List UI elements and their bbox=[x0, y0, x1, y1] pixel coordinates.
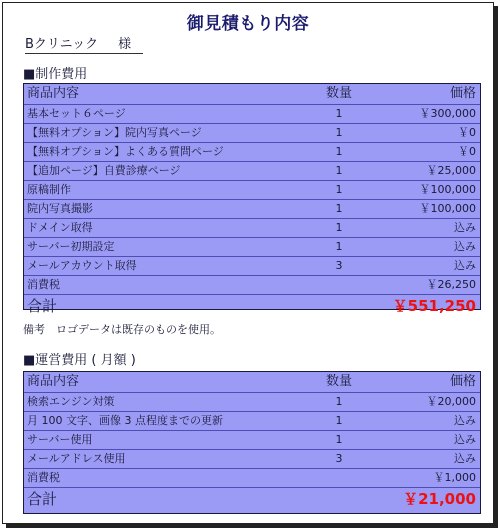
section-title-production: ■制作費用 bbox=[23, 67, 88, 82]
table-row bbox=[24, 412, 480, 431]
row-item: ドメイン取得 bbox=[27, 221, 93, 234]
row-qty: 1 bbox=[335, 183, 343, 196]
table-total-row bbox=[24, 488, 480, 511]
row-price: 込み bbox=[454, 452, 476, 465]
row-item: 【無料オプション】よくある質問ページ bbox=[27, 145, 224, 158]
table-header bbox=[24, 84, 480, 105]
row-qty: 1 bbox=[335, 414, 343, 427]
production-cost-table bbox=[23, 83, 481, 315]
client-honorific: 様 bbox=[118, 37, 132, 52]
header-item: 商品内容 bbox=[27, 374, 80, 389]
row-price: 込み bbox=[454, 221, 476, 234]
remarks-note: 備考 ロゴデータは既存のものを使用。 bbox=[23, 323, 221, 336]
row-item: 基本セット６ページ bbox=[27, 107, 126, 120]
table-row bbox=[24, 162, 480, 181]
row-qty: 1 bbox=[335, 395, 343, 408]
total-value: ￥551,250 bbox=[392, 297, 476, 315]
table-row bbox=[24, 200, 480, 219]
client-line bbox=[25, 33, 143, 54]
row-item: サーバー使用 bbox=[27, 433, 93, 446]
total-label: 合計 bbox=[27, 297, 58, 315]
table-header bbox=[24, 372, 480, 393]
header-price: 価格 bbox=[449, 86, 476, 101]
row-price: 込み bbox=[454, 240, 476, 253]
table-total-row bbox=[24, 295, 480, 318]
total-value: ￥21,000 bbox=[403, 490, 476, 508]
table-row bbox=[24, 431, 480, 450]
header-item: 商品内容 bbox=[27, 86, 80, 101]
row-item: 月 100 文字、画像 3 点程度までの更新 bbox=[27, 414, 223, 427]
row-item: メールアドレス使用 bbox=[27, 452, 126, 465]
row-price: ￥0 bbox=[458, 145, 476, 158]
row-price: ￥20,000 bbox=[426, 395, 476, 408]
row-qty: 1 bbox=[335, 126, 343, 139]
row-item: 院内写真撮影 bbox=[27, 202, 93, 215]
table-row bbox=[24, 219, 480, 238]
row-price: ￥0 bbox=[458, 126, 476, 139]
operation-cost-table bbox=[23, 371, 481, 514]
row-qty: 1 bbox=[335, 107, 343, 120]
table-row-tax bbox=[24, 276, 480, 295]
row-price: ￥300,000 bbox=[419, 107, 476, 120]
row-price: ￥100,000 bbox=[419, 202, 476, 215]
row-price: ￥26,250 bbox=[426, 278, 476, 291]
row-item: 原稿制作 bbox=[27, 183, 71, 196]
total-label: 合計 bbox=[27, 490, 58, 508]
row-item: 検索エンジン対策 bbox=[27, 395, 115, 408]
row-price: ￥100,000 bbox=[419, 183, 476, 196]
header-qty: 数量 bbox=[325, 374, 352, 389]
row-price: 込み bbox=[454, 433, 476, 446]
client-name: Bクリニック bbox=[25, 37, 99, 52]
row-qty: 1 bbox=[335, 221, 343, 234]
table-row bbox=[24, 238, 480, 257]
table-row bbox=[24, 105, 480, 124]
row-price: ￥25,000 bbox=[426, 164, 476, 177]
row-item: メールアカウント取得 bbox=[27, 259, 137, 272]
table-row-tax bbox=[24, 469, 480, 488]
row-item: 【無料オプション】院内写真ページ bbox=[27, 126, 202, 139]
table-row bbox=[24, 450, 480, 469]
row-item: サーバー初期設定 bbox=[27, 240, 115, 253]
row-qty: 3 bbox=[335, 259, 343, 272]
header-qty: 数量 bbox=[325, 86, 352, 101]
table-row bbox=[24, 257, 480, 276]
row-item: 【追加ページ】自費診療ページ bbox=[27, 164, 181, 177]
section-title-operation: ■運営費用 ( 月額 ) bbox=[23, 353, 136, 368]
table-row bbox=[24, 124, 480, 143]
page-title: 御見積もり内容 bbox=[186, 14, 310, 34]
row-qty: 1 bbox=[335, 240, 343, 253]
row-price: 込み bbox=[454, 259, 476, 272]
table-row bbox=[24, 393, 480, 412]
row-qty: 3 bbox=[335, 452, 343, 465]
row-qty: 1 bbox=[335, 433, 343, 446]
header-price: 価格 bbox=[449, 374, 476, 389]
row-price: ￥1,000 bbox=[433, 471, 476, 484]
row-qty: 1 bbox=[335, 164, 343, 177]
document-frame bbox=[2, 2, 494, 524]
table-row bbox=[24, 143, 480, 162]
row-item: 消費税 bbox=[27, 471, 60, 484]
row-qty: 1 bbox=[335, 145, 343, 158]
table-row bbox=[24, 181, 480, 200]
row-qty: 1 bbox=[335, 202, 343, 215]
row-item: 消費税 bbox=[27, 278, 60, 291]
row-price: 込み bbox=[454, 414, 476, 427]
